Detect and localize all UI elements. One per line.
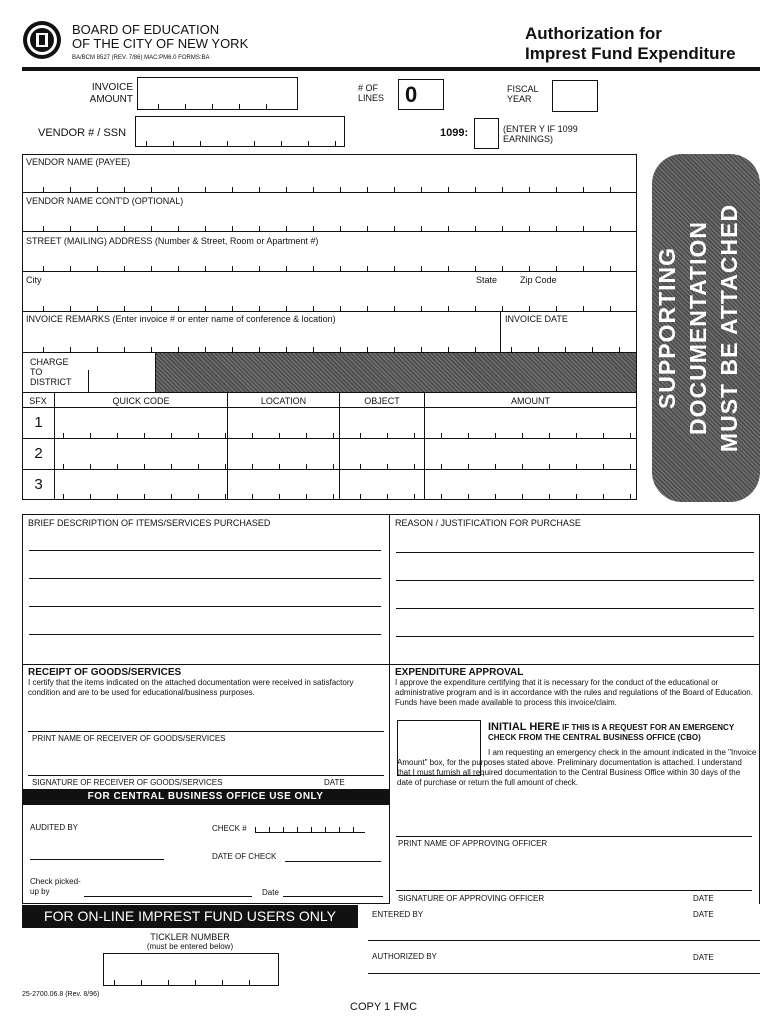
banner-line3: MUST BE ATTACHED	[716, 203, 742, 453]
initial-here-label	[488, 722, 758, 743]
picked-up-date-label: Date	[262, 888, 279, 897]
receipt-title: RECEIPT OF GOODS/SERVICES	[28, 667, 182, 678]
entered-by-label: ENTERED BY	[372, 910, 424, 919]
date-of-check-label: DATE OF CHECK	[212, 852, 277, 861]
receiver-signature-field[interactable]	[28, 755, 384, 776]
banner-line1: SUPPORTING	[654, 246, 680, 410]
street-address-field[interactable]	[23, 247, 636, 271]
vendor-ssn-field[interactable]	[135, 116, 345, 147]
initial-here-heading: INITIAL HERE	[488, 721, 560, 733]
city-state-zip-field[interactable]	[23, 286, 636, 311]
date-of-check-field[interactable]	[285, 851, 381, 862]
state-label: State	[476, 275, 498, 285]
copy-label: COPY 1 FMC	[350, 1001, 418, 1013]
invoice-date-label: INVOICE DATE	[505, 314, 568, 324]
charge-to-district-field[interactable]	[88, 370, 155, 392]
banner-line2: DOCUMENTATION	[685, 221, 711, 436]
org-name-line1: BOARD OF EDUCATION	[72, 22, 220, 37]
approving-officer-signature-field[interactable]	[396, 872, 752, 891]
col-header-object: OBJECT	[364, 396, 400, 406]
receiver-print-name-field[interactable]	[28, 715, 384, 732]
vendor-ssn-label: VENDOR # / SSN	[38, 127, 127, 139]
fiscal-year-field[interactable]	[552, 80, 598, 112]
table-row[interactable]	[23, 470, 636, 499]
fiscal-year-label: FISCAL YEAR	[507, 84, 539, 104]
approving-officer-name-label: PRINT NAME OF APPROVING OFFICER	[398, 839, 548, 848]
receiver-date-label: DATE	[324, 778, 345, 787]
receipt-text: I certify that the items indicated on the attached documentation were received in satisfactory condition and are to be used for educational/business purposes.	[28, 678, 354, 697]
table-row[interactable]	[23, 408, 636, 438]
invoice-amount-field[interactable]	[137, 77, 298, 110]
receiver-signature-label: SIGNATURE OF RECEIVER OF GOODS/SERVICES	[32, 778, 223, 787]
num-lines-label: # OF LINES	[358, 83, 385, 103]
check-number-field[interactable]	[255, 822, 365, 833]
org-name-line2: OF THE CITY OF NEW YORK	[72, 36, 249, 51]
entered-by-field[interactable]	[368, 930, 760, 941]
check-number-label: CHECK #	[212, 824, 247, 833]
charge-to-district-label: CHARGE TO DISTRICT	[30, 357, 72, 387]
initial-here-suffix: IF THIS IS A REQUEST FOR AN EMERGENCY CHECK FROM THE CENTRAL BUSINESS OFFICE (CBO)	[488, 723, 735, 742]
check-picked-up-label: Check picked-up by	[30, 877, 81, 896]
entered-date-label: DATE	[693, 910, 714, 919]
approving-officer-name-field[interactable]	[396, 820, 752, 837]
num-lines-field[interactable]	[398, 79, 444, 110]
reason-field[interactable]	[390, 530, 759, 664]
row-number: 1	[34, 414, 43, 431]
authorized-date-label: DATE	[693, 953, 714, 962]
audited-by-label: AUDITED BY	[30, 823, 79, 832]
emergency-text: I am requesting an emergency check in the amount indicated in the "Invoice Amount" box, for the purposes stated above. Preliminary documentation is attached. I understand that I must furnish all required documentation to the Central Business Office within 30 days of the date of purchase or return the full amount of check.	[397, 748, 757, 787]
receiver-print-name-label: PRINT NAME OF RECEIVER OF GOODS/SERVICES	[32, 734, 226, 743]
label-1099: 1099:	[440, 127, 469, 139]
field-1099[interactable]	[474, 118, 499, 149]
col-header-sfx: SFX	[29, 396, 47, 406]
form-title-line1: Authorization for	[525, 24, 662, 43]
header-rule	[22, 67, 760, 71]
authorized-by-field[interactable]	[368, 963, 760, 974]
street-address-label: STREET (MAILING) ADDRESS (Number & Street, Room or Apartment #)	[26, 236, 319, 246]
enter-y-note: (ENTER Y IF 1099 EARNINGS)	[503, 124, 578, 144]
num-lines-value: 0	[405, 82, 418, 107]
approving-officer-signature-label: SIGNATURE OF APPROVING OFFICER	[398, 894, 545, 903]
tickler-note: (must be entered below)	[146, 942, 234, 951]
row-number: 2	[34, 445, 43, 462]
tickler-number-label: TICKLER NUMBER	[150, 932, 230, 942]
tickler-number-field[interactable]	[103, 953, 279, 986]
city-label: City	[26, 275, 42, 285]
invoice-remarks-field[interactable]	[23, 325, 499, 352]
cbo-title-bar: FOR CENTRAL BUSINESS OFFICE USE ONLY	[22, 789, 389, 805]
row-number: 3	[34, 476, 43, 493]
approving-officer-date-label: DATE	[693, 894, 714, 903]
online-users-title-bar: FOR ON-LINE IMPREST FUND USERS ONLY	[22, 905, 358, 928]
vendor-name-field[interactable]	[23, 168, 636, 192]
brief-description-field[interactable]	[23, 530, 388, 664]
authorized-by-label: AUTHORIZED BY	[372, 952, 437, 961]
zip-code-label: Zip Code	[520, 275, 557, 285]
vendor-name-label: VENDOR NAME (PAYEE)	[26, 157, 131, 167]
approval-title: EXPENDITURE APPROVAL	[395, 667, 524, 678]
form-code: BA/BCM 8527 (REV. 7/86) MAC:PM6.0 FORMS:BA	[72, 55, 210, 61]
check-picked-up-field[interactable]	[84, 888, 252, 897]
table-row[interactable]	[23, 439, 636, 469]
audited-by-field[interactable]	[30, 849, 164, 860]
vendor-name-contd-label: VENDOR NAME CONT'D (OPTIONAL)	[26, 196, 184, 206]
col-header-location: LOCATION	[260, 396, 307, 406]
brief-description-label: BRIEF DESCRIPTION OF ITEMS/SERVICES PURCHASED	[28, 518, 271, 528]
vendor-name-contd-field[interactable]	[23, 207, 636, 231]
invoice-date-field[interactable]	[501, 325, 636, 352]
supporting-docs-banner	[652, 154, 760, 502]
approval-text: I approve the expenditure certifying that it is necessary for the conduct of the educational or administrative program and is in accordance with the rules and regulations of the Board of Education. Funds have been made available to process this invoice/claim.	[395, 678, 753, 707]
reason-label: REASON / JUSTIFICATION FOR PURCHASE	[395, 518, 581, 528]
board-seal-icon	[22, 20, 62, 60]
col-header-amount: AMOUNT	[511, 396, 550, 406]
invoice-remarks-label: INVOICE REMARKS (Enter invoice # or enter name of conference & location)	[26, 314, 336, 324]
form-title-line2: Imprest Fund Expenditure	[525, 44, 736, 63]
picked-up-date-field[interactable]	[283, 888, 383, 897]
invoice-amount-label: INVOICE AMOUNT	[89, 82, 133, 105]
shaded-area	[156, 353, 636, 392]
form-number: 25-2700.06.8 (Rev. 8/96)	[22, 991, 100, 998]
col-header-quick-code: QUICK CODE	[112, 396, 170, 406]
